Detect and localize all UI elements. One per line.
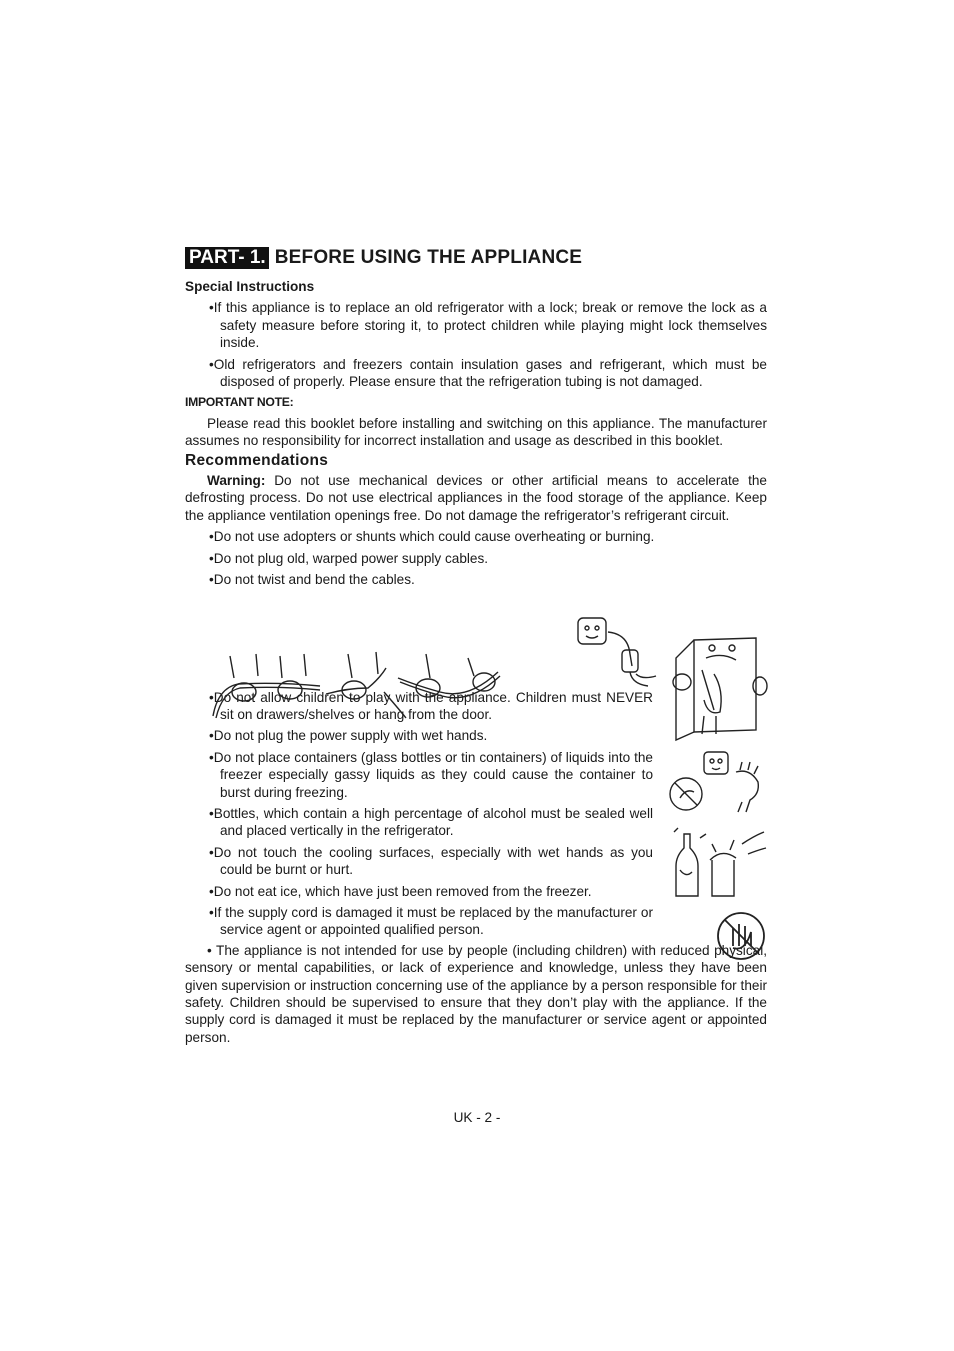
part-label: PART- 1. bbox=[185, 247, 269, 268]
list-item: • Do not plug old, warped power supply cables. bbox=[207, 550, 767, 567]
special-instructions-heading: Special Instructions bbox=[185, 279, 315, 294]
page-title: BEFORE USING THE APPLIANCE bbox=[274, 247, 583, 269]
list-item: • Do not eat ice, which have just been removed from the freezer. bbox=[207, 883, 653, 900]
important-note-heading: IMPORTANT NOTE: bbox=[185, 395, 294, 410]
wet-hands-plug-illustration bbox=[666, 748, 766, 814]
cable-handling-illustration bbox=[208, 648, 508, 720]
plug-character-illustration bbox=[572, 614, 658, 690]
final-paragraph: • The appliance is not intended for use by people (including children) with reduced physical, sensory or mental capabilities, or lack of experience and knowledge, unless they have been given supervision or instruction concerning use of the appliance by a person responsible for their safety. Children should be supervised to ensure that they don’t play with the appliance. If the supply cord is damaged it must be replaced by the manufacturer or service agent or appointed person. bbox=[185, 942, 767, 1045]
page-number: UK - 2 - bbox=[453, 1110, 501, 1125]
list-item: • Do not twist and bend the cables. bbox=[207, 571, 767, 588]
list-item: • Bottles, which contain a high percentage of alcohol must be sealed well and placed vertically in the refrigerator. bbox=[207, 805, 653, 840]
child-refrigerator-illustration bbox=[664, 630, 768, 742]
recommendations-heading: Recommendations bbox=[185, 451, 329, 469]
recommendations-list-top bbox=[185, 528, 767, 588]
bursting-bottles-illustration bbox=[672, 826, 768, 900]
list-item: • Do not plug the power supply with wet hands. bbox=[207, 727, 653, 744]
no-touch-hand-icon bbox=[713, 910, 769, 962]
list-item: • If the supply cord is damaged it must be replaced by the manufacturer or service agent or appointed qualified person. bbox=[207, 904, 653, 939]
list-item: • Old refrigerators and freezers contain insulation gases and refrigerant, which must be disposed of properly. Please ensure that the refrigeration tubing is not damaged. bbox=[207, 356, 767, 391]
section-title bbox=[185, 243, 767, 273]
list-item: • Do not use adopters or shunts which could cause overheating or burning. bbox=[207, 528, 767, 545]
list-item: • Do not touch the cooling surfaces, especially with wet hands as you could be burnt or hurt. bbox=[207, 844, 653, 879]
list-item: • If this appliance is to replace an old refrigerator with a lock; break or remove the lock as a safety measure before storing it, to protect children while playing might lock themselves inside. bbox=[207, 299, 767, 351]
important-note-text: Please read this booklet before installing and switching on this appliance. The manufacturer assumes no responsibility for incorrect installation and usage as described in this booklet. bbox=[185, 415, 767, 449]
warning-label: Warning: bbox=[207, 473, 266, 489]
list-item: • Do not place containers (glass bottles or tin containers) of liquids into the freezer especially gassy liquids as they could cause the container to burst during freezing. bbox=[207, 749, 653, 801]
list-item: • Do not allow children to play with the appliance. Children must NEVER sit on drawers/shelves or hang from the door. bbox=[207, 689, 653, 724]
warning-paragraph bbox=[185, 472, 767, 524]
special-instructions-list bbox=[185, 299, 767, 390]
recommendations-list-bottom bbox=[185, 689, 653, 939]
warning-text: Do not use mechanical devices or other artificial means to accelerate the defrosting process. Do not use electrical appliances in the food storage of the appliance. Keep the appliance ventilation openings free. Do not damage the refrigerator’s refrigerant circuit. bbox=[185, 473, 767, 523]
